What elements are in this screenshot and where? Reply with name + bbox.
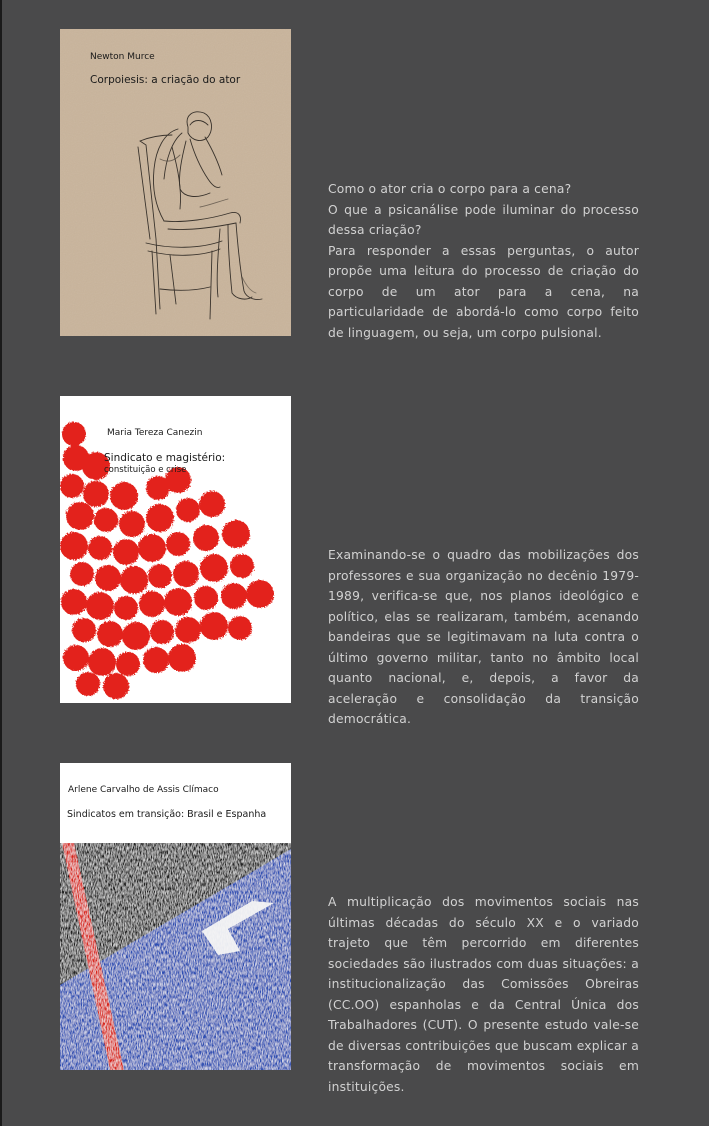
- description-paragraph: O que a psicanálise pode iluminar do processo dessa criação?: [328, 202, 639, 237]
- red-dot: [83, 481, 109, 507]
- cover-title: Corpoiesis: a criação do ator: [90, 74, 241, 86]
- red-dot: [119, 511, 145, 537]
- red-dot: [114, 596, 138, 620]
- red-dot: [176, 498, 200, 522]
- red-dot: [62, 422, 86, 446]
- red-circles-pattern-art: [60, 396, 291, 703]
- red-dot: [60, 474, 84, 498]
- red-dot: [173, 561, 199, 587]
- red-dot: [200, 554, 228, 582]
- red-dot: [143, 647, 169, 673]
- cover-author: Arlene Carvalho de Assis Clímaco: [68, 785, 219, 795]
- red-dot: [199, 491, 225, 517]
- red-dot: [63, 645, 89, 671]
- red-dot: [103, 673, 129, 699]
- red-dot: [70, 562, 94, 586]
- red-dot: [110, 482, 138, 510]
- left-edge-stripe: [0, 0, 2, 1126]
- description-paragraph: Como o ator cria o corpo para a cena?: [328, 182, 572, 196]
- red-dot: [61, 589, 87, 615]
- red-dot: [150, 620, 174, 644]
- red-dot: [193, 525, 219, 551]
- red-dot: [246, 580, 274, 608]
- cover-title: Sindicatos em transição: Brasil e Espanha: [67, 809, 267, 820]
- book-cover-sindicatos-transicao[interactable]: [60, 763, 291, 1070]
- book-cover-sindicato-magisterio[interactable]: [60, 396, 291, 703]
- red-dot: [113, 539, 139, 565]
- red-dot: [222, 520, 250, 548]
- red-dot: [72, 618, 96, 642]
- description-paragraph: Examinando-se o quadro das mobilizações dos professores e sua organização no decênio 1979-1989, verifica-se que, nos planos ideológico e político, elas se realizaram, também, acenando bandeiras que se legitimavam na luta contra o último governo militar, tanto no âmbito local quanto nacional, e, depois, a favor da aceleração e consolidação da transição democrática.: [328, 548, 639, 726]
- red-dot: [175, 617, 201, 643]
- red-dot: [228, 616, 252, 640]
- description-paragraph: A multiplicação dos movimentos sociais nas últimas décadas do século XX e o variado trajeto que têm percorrido em diferentes sociedades são ilustrados com duas situações: a institucionalização das Comissões Obreiras (CC.OO) espanholas e da Central Única dos Trabalhadores (CUT). O presente estudo vale-se de diversas contribuições que buscam explicar a transformação de movimentos sociais em instituições.: [328, 895, 639, 1094]
- red-dot: [86, 592, 114, 620]
- book-description: [328, 545, 639, 730]
- red-dot: [120, 566, 148, 594]
- red-dot: [60, 532, 88, 560]
- red-dot: [94, 508, 118, 532]
- red-dot: [200, 612, 228, 640]
- red-dot: [194, 586, 218, 610]
- red-dot: [168, 644, 196, 672]
- red-dot: [139, 591, 165, 617]
- red-dot: [95, 565, 121, 591]
- red-dot: [166, 532, 190, 556]
- red-dot: [116, 652, 140, 676]
- cover-subtitle: constituição e crise: [104, 465, 187, 475]
- description-paragraph: Para responder a essas perguntas, o autor propõe uma leitura do processo de criação do corpo de um ator para a cena, na particularidade de abordá-lo como corpo feito de linguagem, ou seja, um corpo pulsional.: [328, 243, 639, 340]
- red-dot: [148, 564, 172, 588]
- cover-author: Maria Tereza Canezin: [107, 428, 203, 438]
- cover-title: Sindicato e magistério:: [104, 452, 226, 464]
- red-dot: [164, 588, 192, 616]
- red-dot: [230, 554, 254, 578]
- red-dot: [221, 583, 247, 609]
- red-dot: [88, 648, 116, 676]
- cover-author: Newton Murce: [90, 52, 155, 62]
- red-dot: [76, 672, 100, 696]
- red-dot: [97, 621, 123, 647]
- book-cover-corpoiesis[interactable]: [60, 29, 291, 336]
- red-dot: [146, 504, 174, 532]
- red-dot: [66, 502, 94, 530]
- book-description: [328, 179, 639, 343]
- book-description: [328, 892, 639, 1097]
- red-dot: [122, 622, 150, 650]
- red-dot: [138, 534, 166, 562]
- red-dot: [88, 536, 112, 560]
